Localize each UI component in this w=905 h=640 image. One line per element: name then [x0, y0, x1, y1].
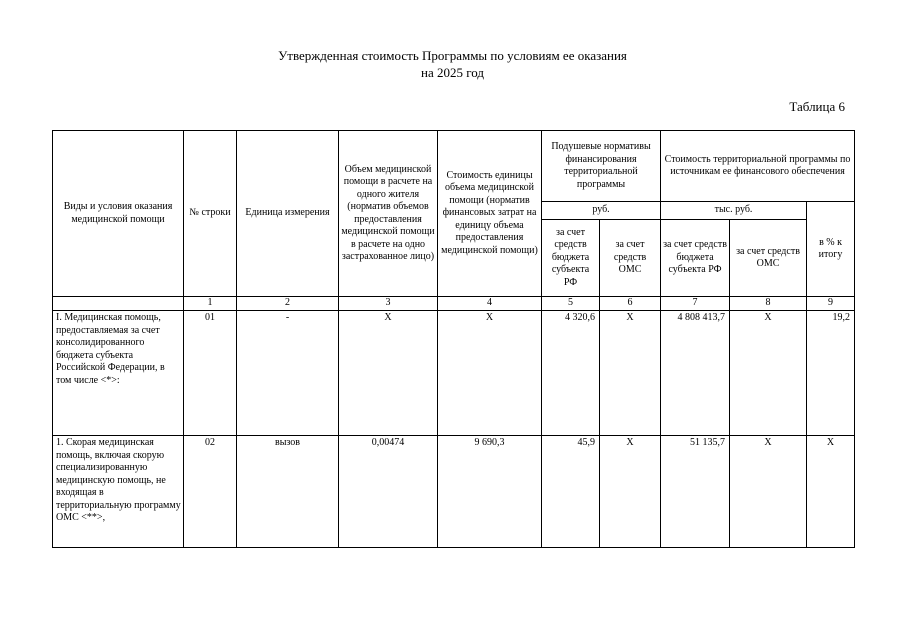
column-number: 2 [237, 297, 339, 311]
column-number: 1 [184, 297, 237, 311]
row-percent: 19,2 [807, 311, 855, 436]
col-header-cost: Стоимость единицы объема медицинской помощи (норматив финансовых затрат на единицу объема предоставления медицинской помощи) [438, 131, 542, 297]
col-header-types: Виды и условия оказания медицинской помощи [53, 131, 184, 297]
table-row [53, 436, 855, 548]
row-tc-oms: X [730, 436, 807, 548]
document-title [0, 47, 905, 81]
row-number: 01 [184, 311, 237, 436]
row-pc-oms: X [600, 436, 661, 548]
column-number-blank [53, 297, 184, 311]
title-line-2: на 2025 год [421, 65, 484, 80]
row-tc-budget: 4 808 413,7 [661, 311, 730, 436]
row-volume: 0,00474 [339, 436, 438, 548]
row-unit: - [237, 311, 339, 436]
column-number: 3 [339, 297, 438, 311]
row-name: 1. Скорая медицинская помощь, включая скорую специализированную медицинскую помощь, не входящая в территориальную программу ОМС <**>, [53, 436, 184, 548]
col-header-per-capita: Подушевые нормативы финансирования территориальной программы [542, 131, 661, 202]
col-header-unit: Единица измерения [237, 131, 339, 297]
row-pc-oms: X [600, 311, 661, 436]
column-number: 8 [730, 297, 807, 311]
row-unit: вызов [237, 436, 339, 548]
row-percent: X [807, 436, 855, 548]
column-number: 5 [542, 297, 600, 311]
column-number-row [53, 297, 855, 311]
column-number: 7 [661, 297, 730, 311]
row-volume: X [339, 311, 438, 436]
row-cost: X [438, 311, 542, 436]
row-number: 02 [184, 436, 237, 548]
col-header-thousand-rub: тыс. руб. [661, 202, 807, 220]
row-cost: 9 690,3 [438, 436, 542, 548]
col-header-rub: руб. [542, 202, 661, 220]
column-number: 6 [600, 297, 661, 311]
table-row [53, 311, 855, 436]
col-header-tc-budget: за счет средств бюджета субъекта РФ [661, 220, 730, 297]
row-pc-budget: 45,9 [542, 436, 600, 548]
col-header-territorial-cost: Стоимость территориальной программы по источникам ее финансового обеспечения [661, 131, 855, 202]
header-row-1 [53, 131, 855, 202]
column-number: 9 [807, 297, 855, 311]
col-header-volume: Объем медицинской помощи в расчете на одного жителя (норматив объемов предоставления медицинской помощи в расчете на одно застрахованное лицо) [339, 131, 438, 297]
col-header-percent: в % к итогу [807, 202, 855, 297]
row-tc-budget: 51 135,7 [661, 436, 730, 548]
table-label: Таблица 6 [789, 99, 845, 114]
col-header-pc-budget: за счет средств бюджета субъекта РФ [542, 220, 600, 297]
cost-table [52, 130, 855, 548]
col-header-row-no: № строки [184, 131, 237, 297]
row-name: I. Медицинская помощь, предоставляемая за счет консолидированного бюджета субъекта Российской Федерации, в том числе <*>: [53, 311, 184, 436]
col-header-pc-oms: за счет средств ОМС [600, 220, 661, 297]
row-tc-oms: X [730, 311, 807, 436]
row-pc-budget: 4 320,6 [542, 311, 600, 436]
col-header-tc-oms: за счет средств ОМС [730, 220, 807, 297]
column-number: 4 [438, 297, 542, 311]
title-line-1: Утвержденная стоимость Программы по условиям ее оказания [278, 48, 627, 63]
